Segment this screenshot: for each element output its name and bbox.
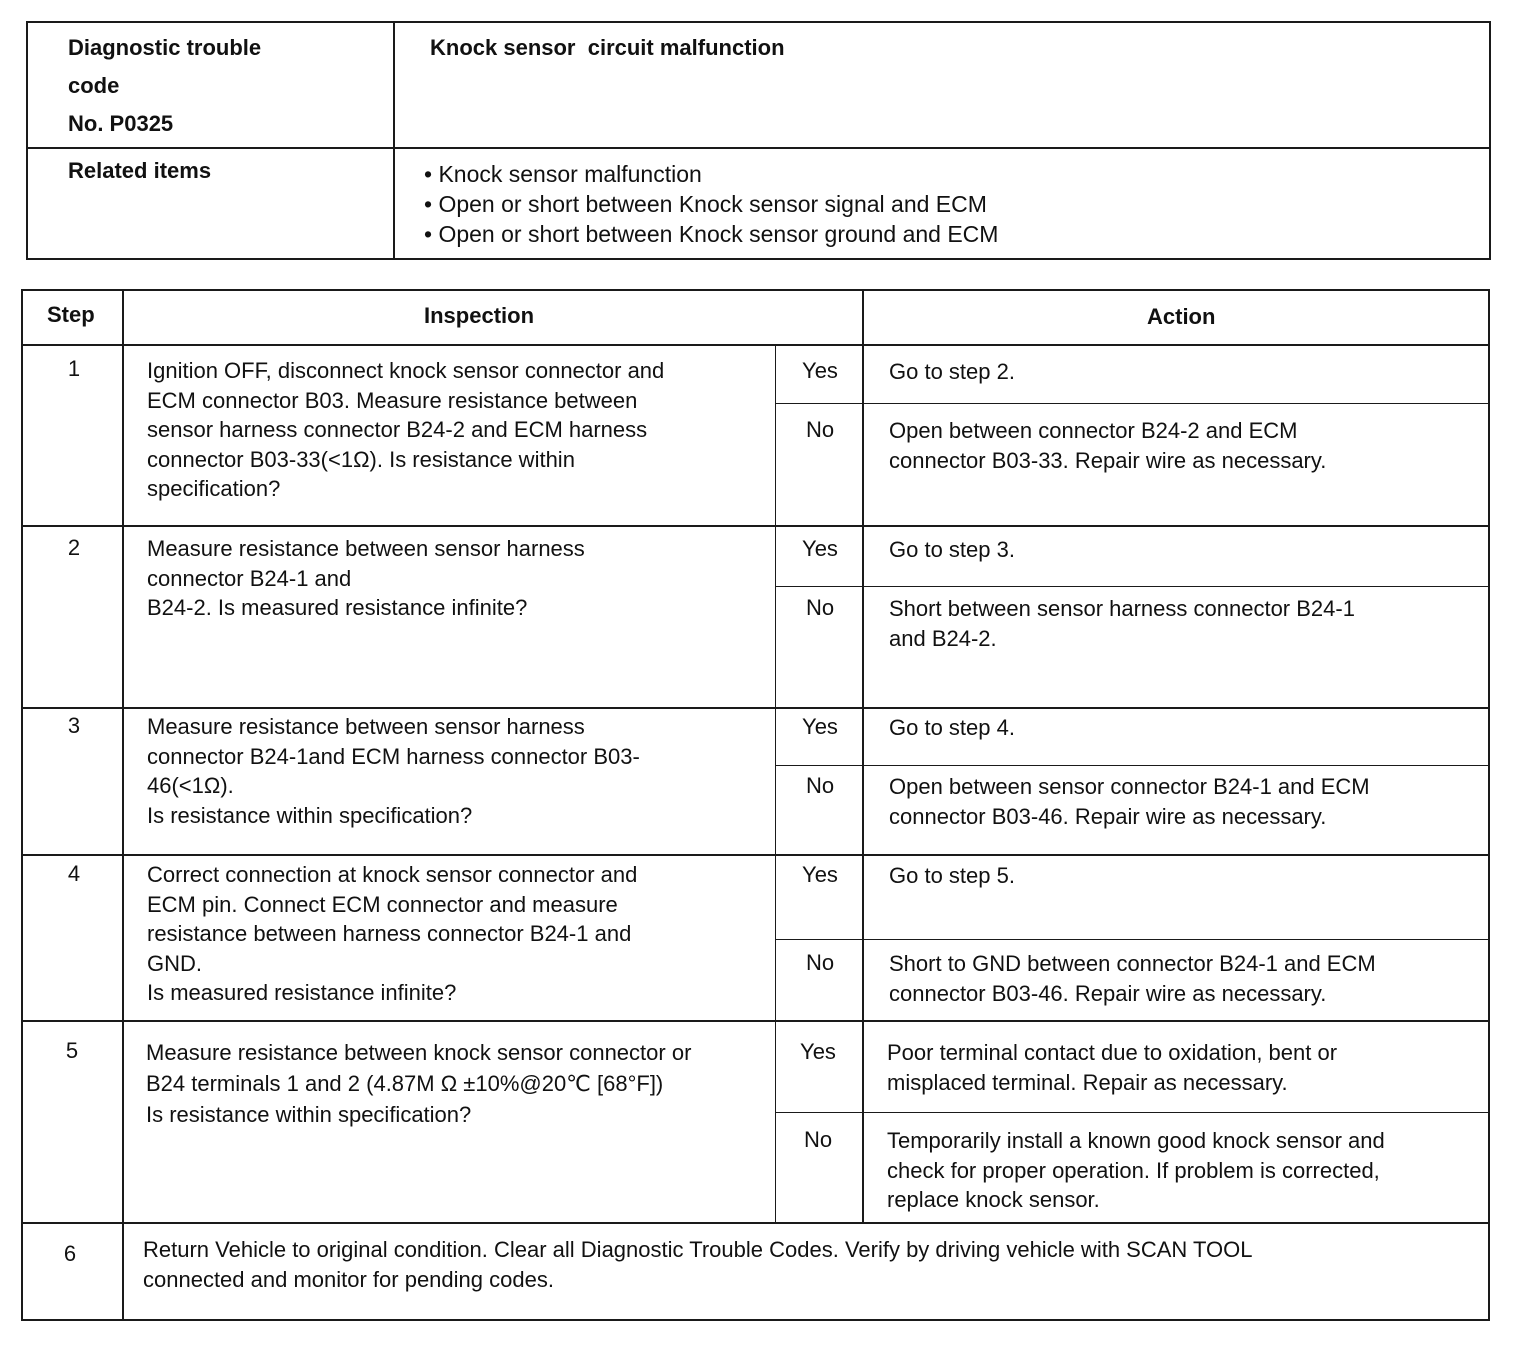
row-border (23, 1020, 1488, 1022)
dtc-label-line: code (68, 73, 120, 98)
step-column-divider (122, 291, 124, 1319)
step-inspection (147, 356, 664, 504)
action-line: Open between connector B24-2 and ECM (889, 418, 1298, 443)
inspection-line: B24-2. Is measured resistance infinite? (147, 595, 528, 620)
dtc-label-line: No. P0325 (68, 111, 174, 136)
inspection-line: Measure resistance between knock sensor connector or (146, 1040, 692, 1065)
yes-no-divider (775, 1112, 1488, 1113)
action-line: replace knock sensor. (887, 1187, 1100, 1212)
step-number: 2 (67, 535, 81, 560)
yes-label: Yes (802, 536, 838, 561)
step-number: 3 (67, 713, 81, 738)
dtc-code-label (68, 29, 261, 143)
inspection-line: sensor harness connector B24-2 and ECM harness (147, 417, 648, 442)
dtc-header-table (26, 21, 1491, 260)
yes-action (889, 861, 1015, 891)
inspection-line: connector B24-1and ECM harness connector B03- (147, 743, 640, 769)
header-row-divider (28, 147, 1489, 149)
inspection-line: Ignition OFF, disconnect knock sensor connector and (147, 358, 665, 383)
inspection-line: Measure resistance between sensor harness (147, 536, 585, 561)
action-line: misplaced terminal. Repair as necessary. (887, 1069, 1288, 1095)
inspection-line: Is measured resistance infinite? (147, 980, 457, 1005)
action-line: Open between sensor connector B24-1 and ECM (889, 774, 1370, 799)
final-step-text (143, 1235, 1253, 1295)
row-border (23, 707, 1488, 709)
inspection-line: 46(<1Ω). (147, 773, 234, 798)
row-border (23, 854, 1488, 856)
related-items-label: Related items (68, 158, 212, 183)
step-number: 6 (63, 1241, 77, 1266)
yesno-column-divider (775, 344, 776, 1222)
action-line: connector B03-46. Repair wire as necessary. (889, 980, 1327, 1006)
related-item: • Knock sensor malfunction (424, 159, 998, 189)
final-step-line: connected and monitor for pending codes. (143, 1267, 554, 1292)
yes-action (887, 1038, 1337, 1097)
no-action (889, 594, 1355, 653)
no-action (887, 1126, 1385, 1215)
step-inspection (147, 712, 640, 830)
no-label: No (805, 950, 835, 975)
inspection-line: resistance between harness connector B24-1 and (147, 921, 632, 946)
header-column-divider (393, 23, 395, 258)
inspection-line: ECM connector B03. Measure resistance between (147, 387, 638, 413)
inspection-line: GND. (147, 950, 202, 976)
action-column-divider (862, 291, 864, 1222)
yes-no-divider (775, 403, 1488, 404)
inspection-line: B24 terminals 1 and 2 (4.87M Ω ±10%@20℃ [68°F]) (146, 1071, 664, 1096)
yes-label: Yes (802, 358, 838, 383)
related-item: • Open or short between Knock sensor signal and ECM (424, 189, 998, 219)
action-line: Go to step 4. (889, 715, 1015, 740)
step-column-header: Step (47, 302, 95, 327)
yes-no-divider (775, 939, 1488, 940)
action-line: Go to step 5. (889, 863, 1015, 888)
yes-action (889, 357, 1015, 387)
yes-label: Yes (802, 862, 838, 887)
no-label: No (803, 1127, 833, 1152)
action-line: Poor terminal contact due to oxidation, bent or (887, 1040, 1338, 1065)
no-label: No (805, 773, 835, 798)
dtc-label-line: Diagnostic trouble (68, 35, 262, 60)
step-number: 1 (67, 356, 81, 381)
step-number: 4 (67, 861, 81, 886)
yes-no-divider (775, 586, 1488, 587)
row-border (23, 1222, 1488, 1224)
action-line: and B24-2. (889, 625, 997, 651)
action-line: Go to step 2. (889, 359, 1015, 384)
inspection-column-header: Inspection (424, 303, 535, 328)
action-line: connector B03-33. Repair wire as necessary. (889, 447, 1327, 473)
header-row-border (23, 344, 1488, 346)
inspection-line: specification? (147, 476, 281, 501)
action-line: check for proper operation. If problem is corrected, (887, 1157, 1380, 1183)
inspection-line: connector B24-1 and (147, 565, 352, 591)
step-inspection (147, 534, 585, 623)
related-items-list (424, 159, 998, 249)
no-label: No (805, 417, 835, 442)
inspection-line: Correct connection at knock sensor connector and (147, 862, 638, 887)
diagnostic-steps-table (21, 289, 1490, 1321)
related-item: • Open or short between Knock sensor ground and ECM (424, 219, 998, 249)
dtc-title: Knock sensor circuit malfunction (430, 35, 785, 60)
step-inspection (146, 1037, 691, 1130)
inspection-line: Is resistance within specification? (146, 1102, 472, 1127)
inspection-line: connector B03-33(<1Ω). Is resistance within (147, 446, 575, 472)
action-line: Go to step 3. (889, 537, 1015, 562)
step-inspection (147, 860, 637, 1008)
action-column-header: Action (1147, 304, 1216, 329)
no-action (889, 949, 1376, 1008)
yes-action (889, 713, 1015, 743)
inspection-line: ECM pin. Connect ECM connector and measure (147, 891, 618, 917)
no-label: No (805, 595, 835, 620)
yes-label: Yes (800, 1039, 836, 1064)
no-action (889, 416, 1326, 475)
yes-label: Yes (802, 714, 838, 739)
action-line: Short to GND between connector B24-1 and ECM (889, 951, 1376, 976)
inspection-line: Measure resistance between sensor harness (147, 714, 585, 739)
final-step-line: Return Vehicle to original condition. Clear all Diagnostic Trouble Codes. Verify by driving vehicle with SCAN TOOL (143, 1237, 1253, 1262)
action-line: connector B03-46. Repair wire as necessary. (889, 803, 1327, 829)
no-action (889, 772, 1370, 831)
yes-no-divider (775, 765, 1488, 766)
step-number: 5 (65, 1038, 79, 1063)
inspection-line: Is resistance within specification? (147, 802, 473, 828)
yes-action (889, 535, 1015, 565)
row-border (23, 525, 1488, 527)
action-line: Short between sensor harness connector B24-1 (889, 596, 1355, 621)
action-line: Temporarily install a known good knock sensor and (887, 1128, 1385, 1153)
